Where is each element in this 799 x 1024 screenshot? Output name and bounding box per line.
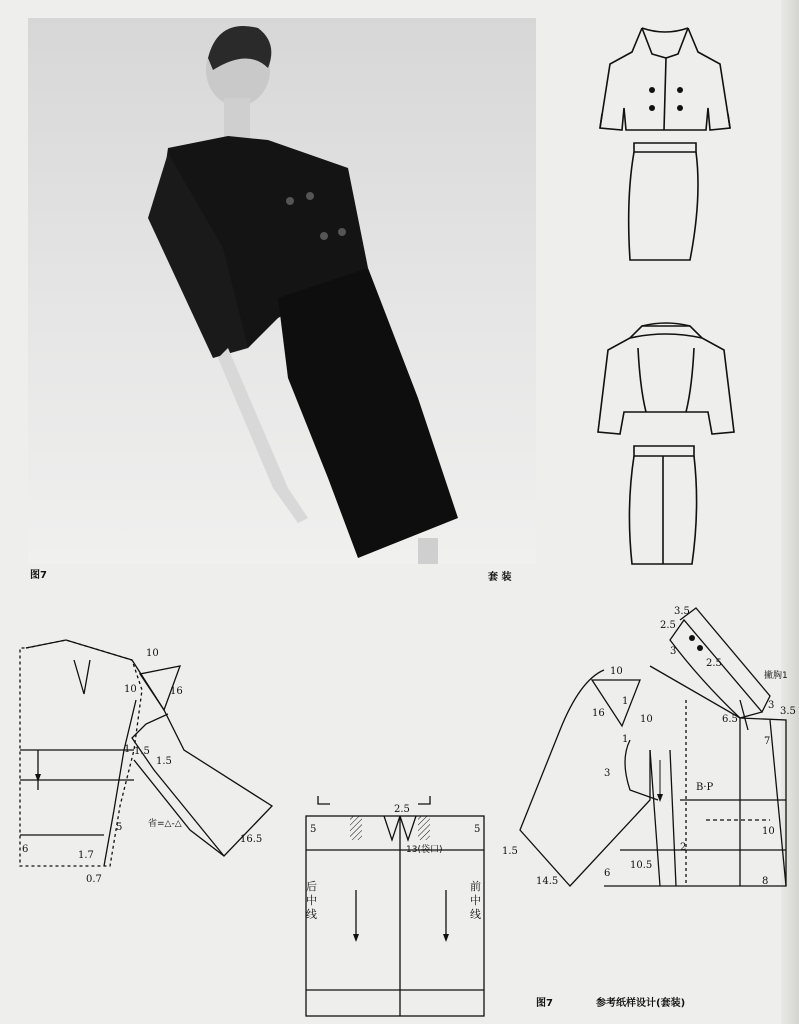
bodice-label: 6.5	[722, 714, 738, 725]
bodice-label: 1	[622, 696, 629, 707]
skirt-pattern-labels	[300, 790, 490, 1020]
sleeve-label: 1.5	[134, 746, 150, 757]
bodice-label: 3	[604, 768, 611, 779]
sleeve-label: 1.7	[78, 850, 94, 861]
top-figure-caption: 图7	[30, 570, 47, 581]
sleeve-label: 6	[22, 844, 29, 855]
bottom-figure-caption: 图7	[536, 998, 553, 1009]
bodice-label: 2.5	[660, 620, 676, 631]
bust-point-label: B·P	[696, 782, 714, 793]
sleeve-pattern-labels	[14, 630, 294, 890]
bodice-label: 3.5	[780, 706, 796, 717]
dart-note: 省=△-△	[148, 819, 182, 829]
bodice-label: 7	[764, 736, 771, 747]
front-center-line-label: 前中线	[470, 880, 481, 921]
bodice-label: 10	[640, 714, 653, 725]
bodice-label: 2.5	[706, 658, 722, 669]
bodice-label: 1	[622, 734, 629, 745]
bodice-label: 3.5	[674, 606, 690, 617]
bodice-label: 14.5	[536, 876, 559, 887]
front-bodice-labels	[500, 600, 799, 900]
sleeve-label: 10	[124, 684, 137, 695]
bodice-label: 2	[680, 842, 687, 853]
sleeve-label: 16.5	[240, 834, 263, 845]
sleeve-label: 1	[124, 744, 131, 755]
skirt-label: 2.5	[394, 804, 410, 815]
sleeve-label: 16	[170, 686, 183, 697]
bodice-label: 8	[762, 876, 769, 887]
bodice-label: 3	[768, 700, 775, 711]
sleeve-label: 10	[146, 648, 159, 659]
sleeve-label: 5	[116, 822, 123, 833]
lapel-label: 撇胸1	[764, 671, 788, 681]
top-figure-title: 套 装	[488, 572, 512, 583]
bodice-label: 6	[604, 868, 611, 879]
bodice-label: 10.5	[630, 860, 653, 871]
bodice-label: 1.5	[502, 846, 518, 857]
bodice-label: 3	[670, 646, 677, 657]
sleeve-label: 1.5	[156, 756, 172, 767]
back-center-line-label: 后中线	[306, 880, 317, 921]
skirt-label: 5	[310, 824, 317, 835]
skirt-label: 5	[474, 824, 481, 835]
sleeve-label: 0.7	[86, 874, 102, 885]
bodice-label: 16	[592, 708, 605, 719]
suit-photo	[28, 18, 536, 564]
technical-flats	[590, 18, 740, 568]
bodice-label: 10	[610, 666, 623, 677]
bottom-figure-title: 参考纸样设计(套装)	[596, 998, 686, 1009]
pocket-opening-label: 13(袋口)	[406, 845, 443, 855]
bodice-label: 10	[762, 826, 775, 837]
